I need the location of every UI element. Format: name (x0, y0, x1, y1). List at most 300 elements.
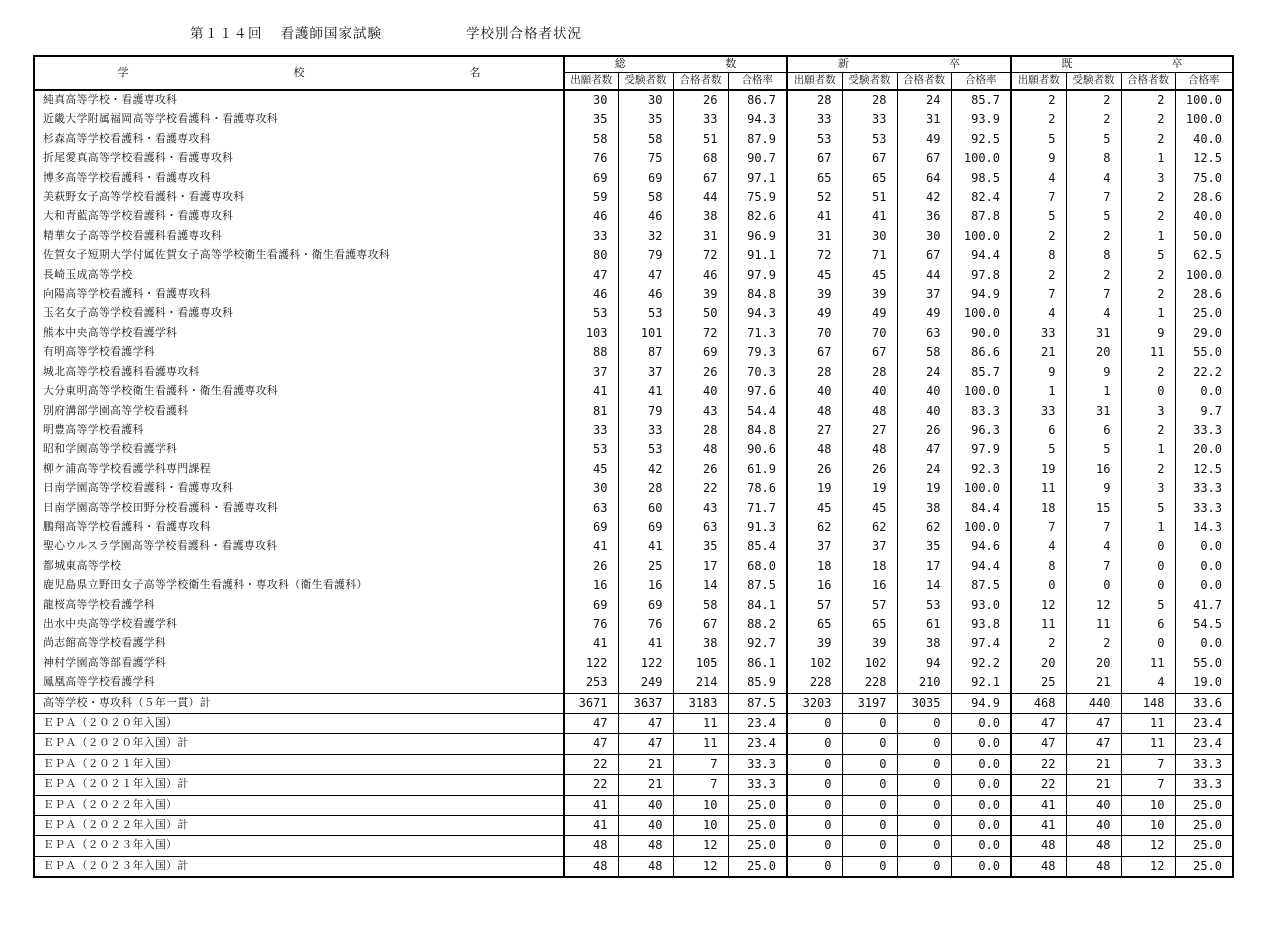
pass-rate-cell: 90.7 (728, 149, 787, 168)
col-header-applicants: 出願者数 (564, 73, 618, 91)
col-header-pass-rate: 合格率 (951, 73, 1011, 91)
examinees-cell: 28 (842, 363, 897, 382)
pass-rate-cell: 82.6 (728, 207, 787, 226)
passers-cell: 38 (897, 499, 951, 518)
exam-number: 第１１４回 (190, 26, 263, 41)
pass-rate-cell: 86.7 (728, 90, 787, 110)
group-header-total: 総 数 (564, 56, 787, 73)
passers-cell: 7 (1121, 775, 1175, 795)
applicants-cell: 28 (787, 90, 842, 110)
school-name-cell: 大分東明高等学校衛生看護科・衛生看護専攻科 (34, 382, 564, 401)
school-name-cell: 美萩野女子高等学校看護科・看護専攻科 (34, 188, 564, 207)
passers-cell: 33 (673, 110, 728, 129)
applicants-cell: 46 (564, 285, 618, 304)
passers-cell: 19 (897, 479, 951, 498)
pass-rate-cell: 82.4 (951, 188, 1011, 207)
passers-cell: 214 (673, 673, 728, 693)
passers-cell: 26 (673, 363, 728, 382)
applicants-cell: 53 (564, 304, 618, 323)
pass-rate-cell: 97.1 (728, 169, 787, 188)
applicants-cell: 33 (1011, 402, 1066, 421)
applicants-cell: 57 (787, 596, 842, 615)
applicants-cell: 30 (564, 90, 618, 110)
table-row (34, 440, 1233, 459)
applicants-cell: 8 (1011, 557, 1066, 576)
passers-cell: 12 (673, 836, 728, 856)
applicants-cell: 22 (564, 754, 618, 774)
pass-rate-cell: 0.0 (951, 775, 1011, 795)
passers-cell: 0 (1121, 382, 1175, 401)
examinees-cell: 0 (842, 816, 897, 836)
school-name-cell: 鹿児島県立野田女子高等学校衛生看護科・専攻科（衛生看護科） (34, 576, 564, 595)
table-row (34, 518, 1233, 537)
examinees-cell: 28 (842, 90, 897, 110)
examinees-cell: 46 (618, 207, 673, 226)
passers-cell: 64 (897, 169, 951, 188)
examinees-cell: 19 (842, 479, 897, 498)
pass-rate-cell: 94.9 (951, 285, 1011, 304)
table-body (34, 90, 1233, 877)
passers-cell: 12 (1121, 856, 1175, 877)
passers-cell: 26 (673, 460, 728, 479)
school-name-cell: 明豊高等学校看護科 (34, 421, 564, 440)
pass-rate-cell: 100.0 (951, 518, 1011, 537)
table-row (34, 576, 1233, 595)
examinees-cell: 0 (842, 856, 897, 877)
pass-rate-cell: 28.6 (1193, 190, 1222, 205)
examinees-cell: 45 (842, 499, 897, 518)
pass-rate-cell: 100.0 (1185, 267, 1222, 282)
school-name-cell: 日南学園高等学校田野分校看護科・看護専攻科 (34, 499, 564, 518)
pass-rate-cell: 33.3 (1193, 481, 1222, 496)
passers-cell: 42 (897, 188, 951, 207)
applicants-cell: 41 (564, 634, 618, 653)
pass-rate-cell: 92.3 (951, 460, 1011, 479)
school-name-cell: 佐賀女子短期大学付属佐賀女子高等学校衛生看護科・衛生看護専攻科 (34, 246, 564, 265)
passers-cell: 40 (673, 382, 728, 401)
table-row (34, 304, 1233, 323)
applicants-cell: 48 (1011, 836, 1066, 856)
school-name-cell: 鳳凰高等学校看護学科 (34, 673, 564, 693)
applicants-cell: 81 (564, 402, 618, 421)
examinees-cell: 0 (842, 836, 897, 856)
pass-rate-cell: 25.0 (1175, 856, 1233, 877)
pass-rate-cell: 85.7 (951, 363, 1011, 382)
passers-cell: 35 (673, 537, 728, 556)
table-row (34, 654, 1233, 673)
examinees-cell: 28 (618, 479, 673, 498)
examinees-cell: 48 (1066, 836, 1121, 856)
examinees-cell: 40 (1066, 816, 1121, 836)
pass-rate-cell: 100.0 (951, 227, 1011, 246)
pass-rate-cell: 41.7 (1193, 597, 1222, 612)
table-row (34, 460, 1233, 479)
passers-cell: 3 (1121, 479, 1175, 498)
examinees-cell: 35 (618, 110, 673, 129)
passers-cell: 11 (1121, 734, 1175, 754)
examinees-cell: 42 (618, 460, 673, 479)
examinees-cell: 0 (842, 714, 897, 734)
school-name-cell: ＥＰＡ（２０２２年入国）計 (34, 816, 564, 836)
school-name-cell: 尚志館高等学校看護学科 (34, 634, 564, 653)
col-header-passers: 合格者数 (1121, 73, 1175, 91)
examinees-cell: 49 (842, 304, 897, 323)
applicants-cell: 5 (1011, 440, 1066, 459)
applicants-cell: 53 (787, 130, 842, 149)
passers-cell: 2 (1121, 188, 1175, 207)
passers-cell: 0 (897, 714, 951, 734)
examinees-cell: 60 (618, 499, 673, 518)
passers-cell: 3183 (673, 693, 728, 713)
applicants-cell: 88 (564, 343, 618, 362)
examinees-cell: 16 (842, 576, 897, 595)
table-row (34, 402, 1233, 421)
school-name-cell: 龍桜高等学校看護学科 (34, 596, 564, 615)
applicants-cell: 22 (564, 775, 618, 795)
passers-cell: 5 (1121, 499, 1175, 518)
applicants-cell: 65 (787, 615, 842, 634)
applicants-cell: 4 (1011, 537, 1066, 556)
examinees-cell: 27 (842, 421, 897, 440)
pass-rate-cell: 78.6 (728, 479, 787, 498)
examinees-cell: 40 (842, 382, 897, 401)
pass-rate-cell: 92.7 (728, 634, 787, 653)
pass-rate-cell: 94.3 (728, 110, 787, 129)
passers-cell: 0 (897, 754, 951, 774)
examinees-cell: 48 (618, 856, 673, 877)
applicants-cell: 5 (1011, 207, 1066, 226)
applicants-cell: 27 (787, 421, 842, 440)
table-row (34, 479, 1233, 498)
applicants-cell: 21 (1011, 343, 1066, 362)
applicants-cell: 48 (564, 856, 618, 877)
pass-rate-cell: 100.0 (951, 304, 1011, 323)
examinees-cell: 37 (618, 363, 673, 382)
examinees-cell: 33 (618, 421, 673, 440)
pass-rate-cell: 25.0 (1175, 795, 1233, 815)
examinees-cell: 0 (842, 754, 897, 774)
examinees-cell: 3197 (842, 693, 897, 713)
table-row (34, 615, 1233, 634)
applicants-cell: 63 (564, 499, 618, 518)
pass-rate-cell: 33.3 (1193, 422, 1222, 437)
examinees-cell: 6 (1066, 421, 1121, 440)
applicants-cell: 7 (1011, 188, 1066, 207)
examinees-cell: 7 (1066, 285, 1121, 304)
pass-rate-cell: 19.0 (1193, 675, 1222, 690)
applicants-cell: 4 (1011, 169, 1066, 188)
passers-cell: 24 (897, 363, 951, 382)
examinees-cell: 65 (842, 615, 897, 634)
passers-cell: 0 (897, 836, 951, 856)
pass-rate-cell: 0.0 (951, 754, 1011, 774)
applicants-cell: 12 (1011, 596, 1066, 615)
examinees-cell: 15 (1066, 499, 1121, 518)
passers-cell: 148 (1121, 693, 1175, 713)
examinees-cell: 20 (1066, 343, 1121, 362)
applicants-cell: 37 (564, 363, 618, 382)
school-name-cell: 向陽高等学校看護科・看護専攻科 (34, 285, 564, 304)
passers-cell: 67 (673, 169, 728, 188)
applicants-cell: 468 (1011, 693, 1066, 713)
examinees-cell: 51 (842, 188, 897, 207)
pass-rate-cell: 14.3 (1193, 519, 1222, 534)
school-name-cell: 長崎玉成高等学校 (34, 266, 564, 285)
examinees-cell: 4 (1066, 169, 1121, 188)
pass-rate-cell: 91.3 (728, 518, 787, 537)
school-name-cell: ＥＰＡ（２０２３年入国） (34, 836, 564, 856)
school-name-cell: 近畿大学附属福岡高等学校看護科・看護専攻科 (34, 110, 564, 129)
examinees-cell: 41 (842, 207, 897, 226)
examinees-cell: 2 (1066, 110, 1121, 129)
examinees-cell: 76 (618, 615, 673, 634)
pass-rate-cell: 55.0 (1193, 345, 1222, 360)
passers-cell: 17 (673, 557, 728, 576)
pass-results-table (33, 55, 1234, 878)
passers-cell: 9 (1121, 324, 1175, 343)
pass-rate-cell: 100.0 (951, 479, 1011, 498)
pass-rate-cell: 61.9 (728, 460, 787, 479)
passers-cell: 0 (1121, 576, 1175, 595)
applicants-cell: 0 (787, 856, 842, 877)
pass-rate-cell: 71.7 (728, 499, 787, 518)
school-name-cell: 博多高等学校看護科・看護専攻科 (34, 169, 564, 188)
pass-rate-cell: 0.0 (951, 836, 1011, 856)
examinees-cell: 37 (842, 537, 897, 556)
pass-rate-cell: 87.8 (951, 207, 1011, 226)
applicants-cell: 41 (564, 816, 618, 836)
pass-rate-cell: 87.5 (951, 576, 1011, 595)
examinees-cell: 249 (618, 673, 673, 693)
passers-cell: 37 (897, 285, 951, 304)
examinees-cell: 39 (842, 634, 897, 653)
passers-cell: 3035 (897, 693, 951, 713)
pass-rate-cell: 97.6 (728, 382, 787, 401)
passers-cell: 0 (897, 795, 951, 815)
examinees-cell: 5 (1066, 207, 1121, 226)
school-name-cell: ＥＰＡ（２０２１年入国）計 (34, 775, 564, 795)
examinees-cell: 40 (618, 816, 673, 836)
passers-cell: 47 (897, 440, 951, 459)
applicants-cell: 16 (564, 576, 618, 595)
examinees-cell: 62 (842, 518, 897, 537)
passers-cell: 50 (673, 304, 728, 323)
examinees-cell: 9 (1066, 363, 1121, 382)
pass-rate-cell: 84.8 (728, 285, 787, 304)
examinees-cell: 39 (842, 285, 897, 304)
subtotal-row (34, 693, 1233, 713)
pass-rate-cell: 68.0 (728, 557, 787, 576)
passers-cell: 26 (673, 90, 728, 110)
passers-cell: 2 (1121, 90, 1175, 110)
applicants-cell: 62 (787, 518, 842, 537)
passers-cell: 35 (897, 537, 951, 556)
pass-rate-cell: 85.4 (728, 537, 787, 556)
school-name-cell: 都城東高等学校 (34, 557, 564, 576)
passers-cell: 1 (1121, 149, 1175, 168)
examinees-cell: 20 (1066, 654, 1121, 673)
examinees-cell: 30 (842, 227, 897, 246)
pass-rate-cell: 0.0 (951, 795, 1011, 815)
passers-cell: 7 (1121, 754, 1175, 774)
applicants-cell: 11 (1011, 479, 1066, 498)
pass-rate-cell: 33.3 (1175, 775, 1233, 795)
applicants-cell: 0 (787, 795, 842, 815)
applicants-cell: 18 (787, 557, 842, 576)
passers-cell: 1 (1121, 440, 1175, 459)
applicants-cell: 30 (564, 479, 618, 498)
examinees-cell: 2 (1066, 227, 1121, 246)
examinees-cell: 1 (1066, 382, 1121, 401)
pass-rate-cell: 25.0 (1175, 816, 1233, 836)
pass-rate-cell: 100.0 (1185, 93, 1222, 107)
pass-rate-cell: 86.6 (951, 343, 1011, 362)
examinees-cell: 30 (618, 90, 673, 110)
table-row (34, 227, 1233, 246)
applicants-cell: 47 (1011, 734, 1066, 754)
examinees-cell: 67 (842, 149, 897, 168)
applicants-cell: 40 (787, 382, 842, 401)
pass-rate-cell: 28.6 (1193, 287, 1222, 302)
examinees-cell: 18 (842, 557, 897, 576)
passers-cell: 0 (897, 856, 951, 877)
passers-cell: 63 (897, 324, 951, 343)
pass-rate-cell: 97.9 (728, 266, 787, 285)
passers-cell: 44 (897, 266, 951, 285)
applicants-cell: 69 (564, 596, 618, 615)
pass-rate-cell: 0.0 (951, 816, 1011, 836)
examinees-cell: 2 (1066, 634, 1121, 653)
pass-rate-cell: 12.5 (1193, 151, 1222, 166)
school-name-cell: 出水中央高等学校看護学科 (34, 615, 564, 634)
passers-cell: 46 (673, 266, 728, 285)
examinees-cell: 101 (618, 324, 673, 343)
applicants-cell: 67 (787, 149, 842, 168)
examinees-cell: 53 (842, 130, 897, 149)
examinees-cell: 32 (618, 227, 673, 246)
passers-cell: 62 (897, 518, 951, 537)
examinees-cell: 79 (618, 402, 673, 421)
examinees-cell: 46 (618, 285, 673, 304)
passers-cell: 5 (1121, 596, 1175, 615)
school-name-cell: ＥＰＡ（２０２１年入国） (34, 754, 564, 774)
examinees-cell: 2 (1066, 90, 1121, 110)
col-header-pass-rate: 合格率 (1175, 73, 1233, 91)
passers-cell: 11 (673, 714, 728, 734)
examinees-cell: 102 (842, 654, 897, 673)
passers-cell: 1 (1121, 518, 1175, 537)
epa-row (34, 856, 1233, 877)
pass-rate-cell: 94.3 (728, 304, 787, 323)
applicants-cell: 22 (1011, 754, 1066, 774)
examinees-cell: 5 (1066, 130, 1121, 149)
applicants-cell: 41 (564, 537, 618, 556)
passers-cell: 3 (1121, 169, 1175, 188)
table-row (34, 130, 1233, 149)
applicants-cell: 47 (564, 734, 618, 754)
passers-cell: 24 (897, 90, 951, 110)
examinees-cell: 0 (842, 734, 897, 754)
applicants-cell: 2 (1011, 634, 1066, 653)
pass-rate-cell: 93.9 (951, 110, 1011, 129)
pass-rate-cell: 23.4 (728, 714, 787, 734)
school-name-cell: ＥＰＡ（２０２０年入国）計 (34, 734, 564, 754)
passers-cell: 2 (1121, 266, 1175, 285)
examinees-cell: 71 (842, 246, 897, 265)
applicants-cell: 102 (787, 654, 842, 673)
passers-cell: 67 (897, 246, 951, 265)
school-name-cell: 聖心ウルスラ学園高等学校看護科・看護専攻科 (34, 537, 564, 556)
examinees-cell: 7 (1066, 557, 1121, 576)
pass-rate-cell: 12.5 (1193, 461, 1222, 476)
pass-rate-cell: 100.0 (1185, 112, 1222, 127)
passers-cell: 11 (1121, 343, 1175, 362)
pass-rate-cell: 20.0 (1193, 442, 1222, 457)
school-name-cell: 大和青藍高等学校看護科・看護専攻科 (34, 207, 564, 226)
pass-rate-cell: 25.0 (728, 816, 787, 836)
examinees-cell: 47 (618, 734, 673, 754)
applicants-cell: 41 (787, 207, 842, 226)
passers-cell: 0 (1121, 634, 1175, 653)
examinees-cell: 53 (618, 304, 673, 323)
applicants-cell: 65 (787, 169, 842, 188)
passers-cell: 3 (1121, 402, 1175, 421)
applicants-cell: 41 (564, 795, 618, 815)
pass-rate-cell: 96.9 (728, 227, 787, 246)
examinees-cell: 40 (1066, 795, 1121, 815)
passers-cell: 7 (673, 775, 728, 795)
examinees-cell: 41 (618, 382, 673, 401)
examinees-cell: 69 (618, 518, 673, 537)
epa-row (34, 714, 1233, 734)
applicants-cell: 0 (787, 734, 842, 754)
passers-cell: 22 (673, 479, 728, 498)
pass-rate-cell: 87.9 (728, 130, 787, 149)
examinees-cell: 12 (1066, 596, 1121, 615)
applicants-cell: 7 (1011, 285, 1066, 304)
pass-rate-cell: 75.9 (728, 188, 787, 207)
pass-rate-cell: 75.0 (1193, 170, 1222, 185)
table-row (34, 382, 1233, 401)
group-header-new-grad: 新 卒 (787, 56, 1011, 73)
applicants-cell: 70 (787, 324, 842, 343)
pass-rate-cell: 94.4 (951, 246, 1011, 265)
passers-cell: 11 (1121, 654, 1175, 673)
examinees-cell: 75 (618, 149, 673, 168)
table-row (34, 537, 1233, 556)
pass-rate-cell: 25.0 (728, 856, 787, 877)
passers-cell: 36 (897, 207, 951, 226)
pass-rate-cell: 84.4 (951, 499, 1011, 518)
applicants-cell: 41 (1011, 795, 1066, 815)
table-row (34, 421, 1233, 440)
passers-cell: 28 (673, 421, 728, 440)
table-row (34, 246, 1233, 265)
pass-rate-cell: 71.3 (728, 324, 787, 343)
applicants-cell: 2 (1011, 110, 1066, 129)
passers-cell: 0 (897, 734, 951, 754)
table-row (34, 169, 1233, 188)
passers-cell: 5 (1121, 246, 1175, 265)
examinees-cell: 53 (618, 440, 673, 459)
pass-rate-cell: 25.0 (1193, 306, 1222, 321)
passers-cell: 2 (1121, 130, 1175, 149)
epa-row (34, 775, 1233, 795)
applicants-cell: 19 (1011, 460, 1066, 479)
pass-rate-cell: 33.3 (728, 775, 787, 795)
pass-rate-cell: 100.0 (951, 149, 1011, 168)
examinees-cell: 8 (1066, 246, 1121, 265)
